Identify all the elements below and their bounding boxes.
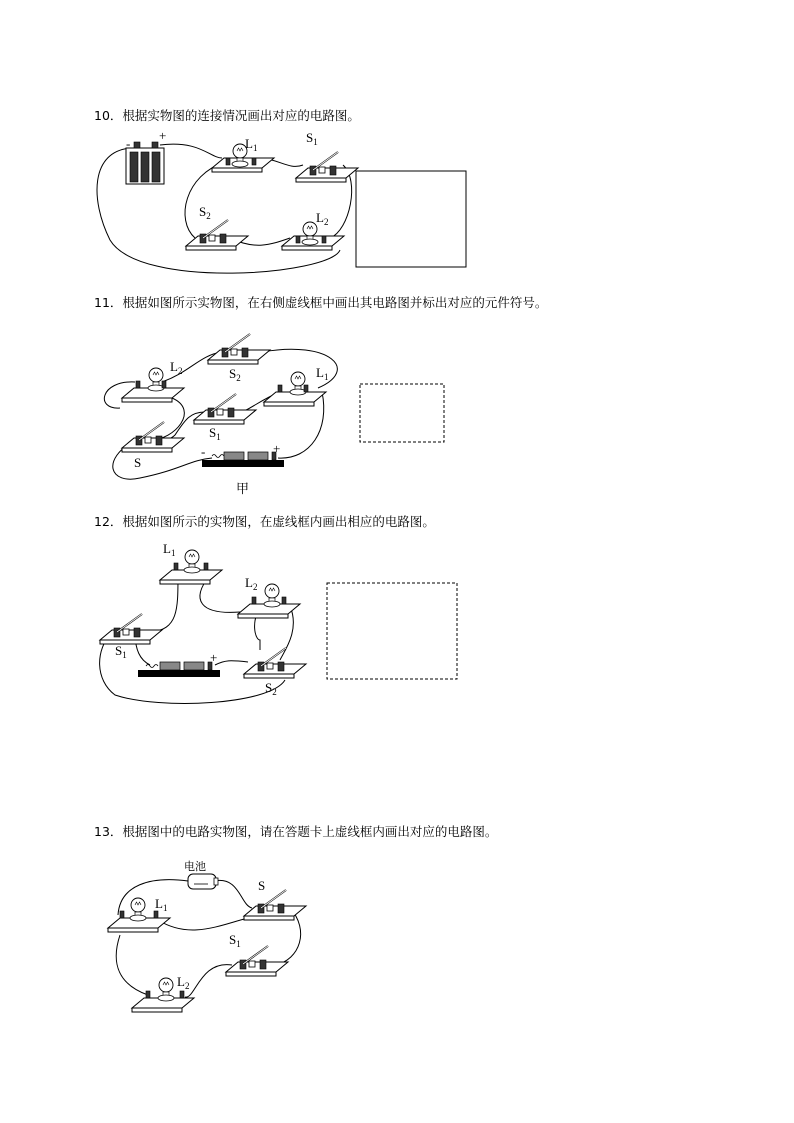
label-S: S	[134, 455, 142, 470]
wire	[158, 918, 248, 930]
label-S1: $S_1$	[306, 130, 318, 147]
switch-S1-icon	[296, 152, 358, 182]
wire	[118, 880, 188, 915]
figure-10	[97, 128, 466, 273]
question-10-text: 10．根据实物图的连接情况画出对应的电路图。	[94, 108, 360, 123]
label-L2: $L_2$	[177, 974, 190, 991]
label-S2: $S_2$	[199, 204, 211, 221]
switch-S-icon	[122, 422, 184, 452]
label-S1: $S_1$	[229, 932, 241, 949]
answer-box-11[interactable]	[360, 384, 444, 442]
battery-icon	[138, 662, 220, 677]
label-L1: $L_1$	[316, 365, 329, 382]
label-S1: $S_1$	[209, 425, 221, 442]
label-L2: $L_2$	[245, 575, 258, 592]
battery-label: 电池	[184, 860, 206, 873]
figure-12	[100, 541, 457, 703]
figure-13	[108, 859, 306, 1012]
question-12-text: 12．根据如图所示的实物图，在虚线框内画出相应的电路图。	[94, 514, 435, 529]
figure-caption: 甲	[236, 481, 250, 496]
label-L1: $L_1$	[155, 896, 168, 913]
label-L2: $L_2$	[170, 359, 183, 376]
answer-box-10[interactable]	[356, 171, 466, 267]
wire	[116, 935, 148, 995]
battery-icon	[202, 452, 284, 467]
switch-S1-icon	[226, 946, 288, 976]
label-S2: $S_2$	[265, 680, 277, 697]
battery-icon	[126, 142, 164, 184]
switch-S1-icon	[100, 614, 162, 644]
label-S1: $S_1$	[115, 643, 127, 660]
question-13-text: 13．根据图中的电路实物图，请在答题卡上虚线框内画出对应的电路图。	[94, 824, 498, 839]
answer-box-12[interactable]	[327, 583, 457, 679]
wire	[185, 965, 232, 998]
label-L1: $L_1$	[245, 136, 258, 153]
switch-S2-icon	[244, 648, 306, 678]
battery-minus-label: -	[201, 444, 206, 459]
battery-cell-icon	[188, 874, 218, 889]
question-11-text: 11．根据如图所示实物图，在右侧虚线框中画出其电路图并标出对应的元件符号。	[94, 295, 548, 310]
bulb-L2-icon	[282, 222, 344, 250]
battery-plus-label: +	[210, 650, 218, 665]
battery-plus-label: +	[159, 128, 167, 143]
battery-plus-label: +	[273, 441, 281, 456]
wire	[150, 398, 184, 440]
wire	[215, 661, 248, 665]
label-S2: $S_2$	[229, 366, 241, 383]
label-L1: $L_1$	[163, 541, 176, 558]
battery-minus-label: -	[126, 136, 131, 151]
label-S: S	[258, 878, 266, 893]
wire	[214, 880, 252, 908]
switch-S2-icon	[186, 220, 248, 250]
figure-11	[104, 334, 444, 496]
switch-S-icon	[244, 890, 306, 920]
wire	[160, 144, 222, 158]
label-L2: $L_2$	[316, 210, 329, 227]
switch-S2-icon	[208, 334, 270, 364]
